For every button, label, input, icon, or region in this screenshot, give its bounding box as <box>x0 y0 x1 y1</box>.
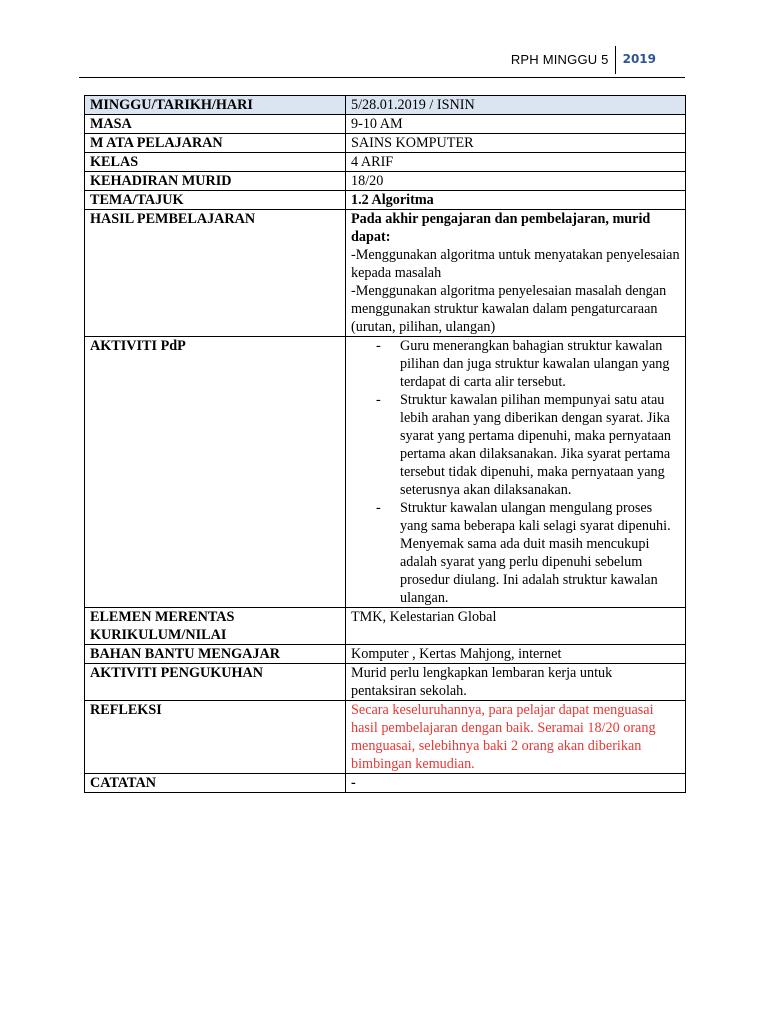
table-row <box>85 774 686 793</box>
learning-outcome-intro: Pada akhir pengajaran dan pembelajaran, murid dapat: <box>351 211 651 245</box>
list-item: - Struktur kawalan pilihan mempunyai satu atau lebih arahan yang diberikan dengan syarat. Jika syarat yang pertama dipenuhi, maka pernyataan pertama akan dilaksanakan. Jika syarat pertama tersebut tidak dipenuhi, maka pernyataan yang seterusnya akan dilaksanakan. <box>400 391 680 499</box>
row-value: Murid perlu lengkapkan lembaran kerja untuk pentaksiran sekolah. <box>346 664 686 701</box>
row-value: SAINS KOMPUTER <box>346 134 686 153</box>
row-value <box>346 337 686 608</box>
header-label: RPH MINGGU 5 <box>511 46 616 74</box>
row-key: KEHADIRAN MURID <box>85 172 346 191</box>
row-key: REFLEKSI <box>85 701 346 774</box>
table-row <box>85 191 686 210</box>
row-value: Komputer , Kertas Mahjong, internet <box>346 645 686 664</box>
row-key: ELEMEN MERENTAS KURIKULUM/NILAI <box>85 608 346 645</box>
row-value: 1.2 Algoritma <box>346 191 686 210</box>
row-key: BAHAN BANTU MENGAJAR <box>85 645 346 664</box>
learning-outcome-point: -Menggunakan algoritma untuk menyatakan penyelesaian kepada masalah <box>351 247 680 281</box>
table-row <box>85 172 686 191</box>
table-row <box>85 664 686 701</box>
row-key: CATATAN <box>85 774 346 793</box>
row-key: HASIL PEMBELAJARAN <box>85 210 346 337</box>
table-row <box>85 134 686 153</box>
table-row <box>85 701 686 774</box>
row-key: AKTIVITI PENGUKUHAN <box>85 664 346 701</box>
row-value: TMK, Kelestarian Global <box>346 608 686 645</box>
table-row <box>85 608 686 645</box>
reflection-text: Secara keseluruhannya, para pelajar dapat menguasai hasil pembelajaran dengan baik. Seramai 18/20 orang menguasai, selebihnya baki 2 orang akan diberikan bimbingan kemudian. <box>346 701 686 774</box>
row-value: 18/20 <box>346 172 686 191</box>
row-key: M ATA PELAJARAN <box>85 134 346 153</box>
row-value <box>346 210 686 337</box>
learning-outcome-point: -Menggunakan algoritma penyelesaian masalah dengan menggunakan struktur kawalan dalam pengaturcaraan (urutan, pilihan, ulangan) <box>351 283 667 335</box>
row-value: 9-10 AM <box>346 115 686 134</box>
table-row <box>85 210 686 337</box>
list-item: - Guru menerangkan bahagian struktur kawalan pilihan dan juga struktur kawalan ulangan yang terdapat di carta alir tersebut. <box>400 337 680 391</box>
header-divider <box>79 77 685 78</box>
page-header <box>511 46 656 74</box>
row-key: MASA <box>85 115 346 134</box>
row-key: MINGGU/TARIKH/HARI <box>85 96 346 115</box>
lesson-plan-table <box>84 95 686 793</box>
activity-list <box>351 337 680 607</box>
row-value: - <box>346 774 686 793</box>
row-key: TEMA/TAJUK <box>85 191 346 210</box>
row-value: 4 ARIF <box>346 153 686 172</box>
table-row <box>85 96 686 115</box>
row-value: 5/28.01.2019 / ISNIN <box>346 96 686 115</box>
row-key: KELAS <box>85 153 346 172</box>
table-row <box>85 115 686 134</box>
table-row <box>85 337 686 608</box>
table-row <box>85 153 686 172</box>
header-year: 2019 <box>622 52 656 66</box>
row-key: AKTIVITI PdP <box>85 337 346 608</box>
table-row <box>85 645 686 664</box>
list-item: - Struktur kawalan ulangan mengulang proses yang sama beberapa kali selagi syarat dipenuhi. Menyemak sama ada duit masih mencukupi adalah syarat yang perlu dipenuhi sebelum prosedur diulang. Ini adalah struktur kawalan ulangan. <box>400 499 680 607</box>
